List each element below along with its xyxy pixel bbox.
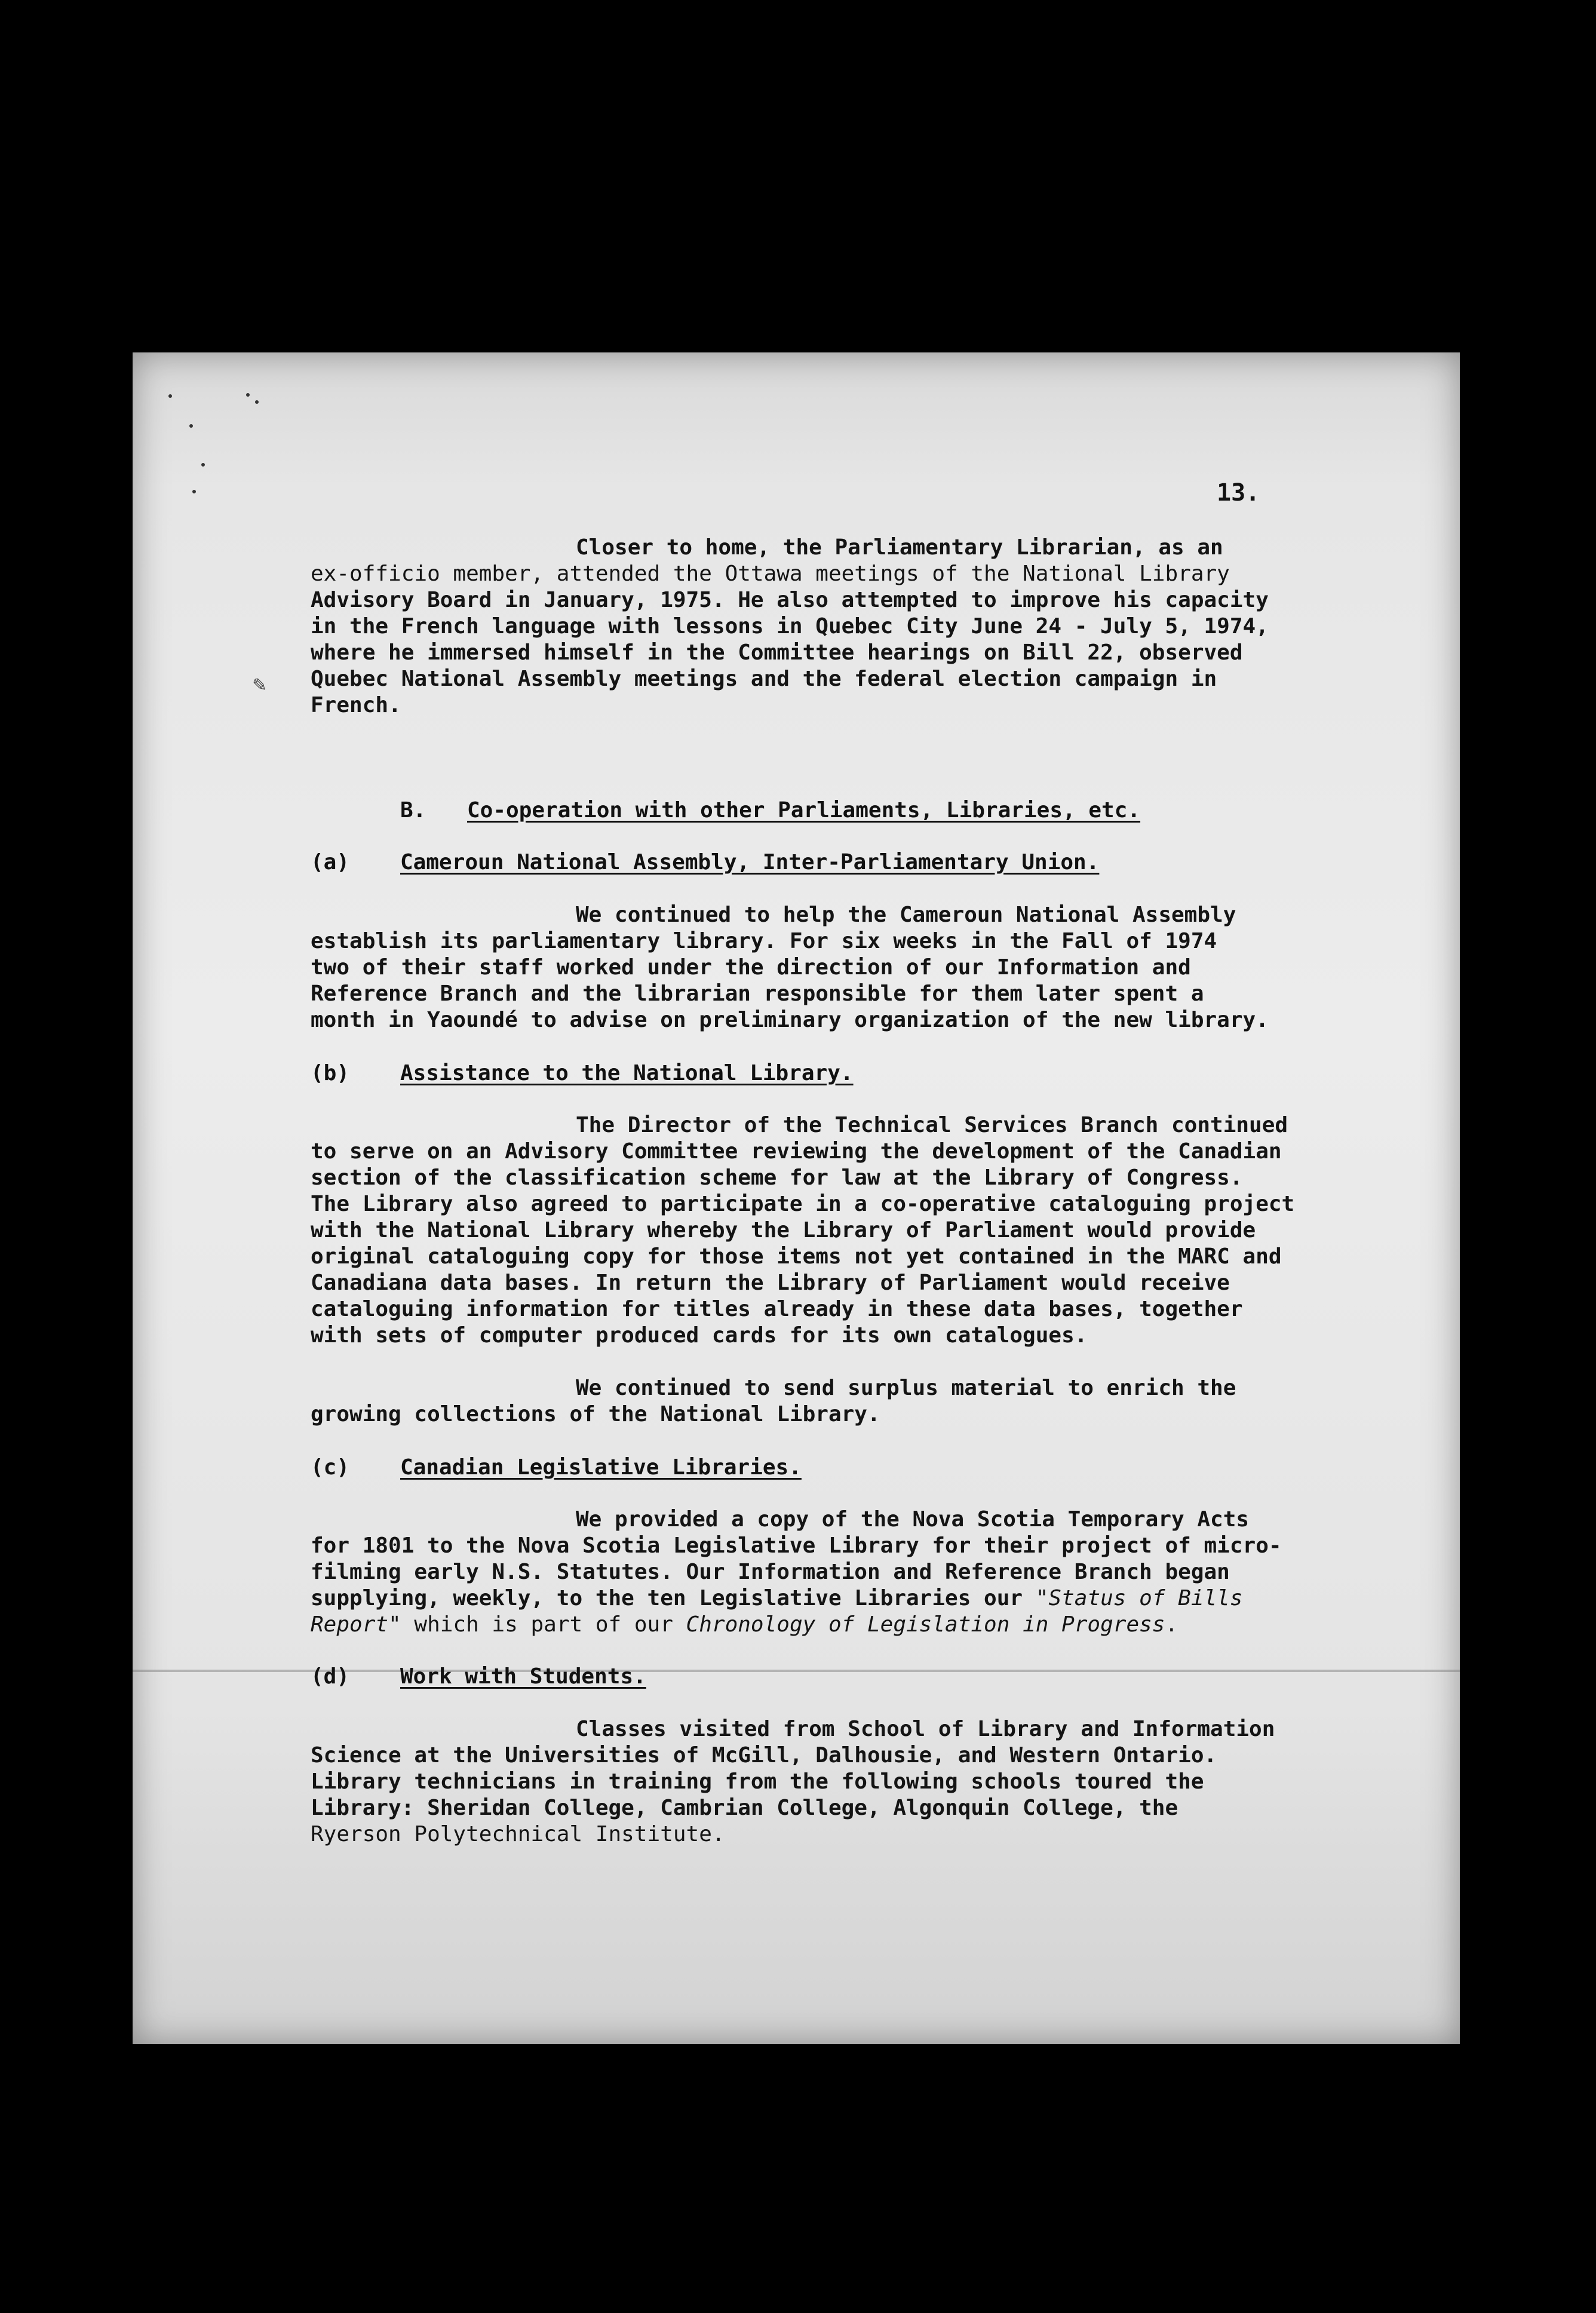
section-label: (d) [311,1664,350,1689]
text-line: for 1801 to the Nova Scotia Legislative Library for their project of micro- [311,1533,1282,1558]
speck [168,394,172,398]
section-label: (c) [311,1455,350,1480]
text-line: Advisory Board in January, 1975. He also attempted to improve his capacity [311,588,1269,612]
section-a-paragraph [311,902,1338,1033]
document-page [133,352,1460,2044]
report-title: "Status of Bills [1035,1586,1243,1610]
text-fragment: which is part of our [401,1612,686,1637]
section-label: B. [400,798,426,823]
text-line: The Library also agreed to participate in a co-operative cataloguing project [311,1192,1295,1216]
section-heading-a [311,849,1099,876]
section-b-paragraph-2 [311,1375,1338,1428]
text-line: We continued to send surplus material to enrich the [576,1376,1236,1400]
section-label: (b) [311,1061,350,1085]
text-line: filming early N.S. Statutes. Our Information and Reference Branch began [311,1560,1230,1584]
section-title: Co-operation with other Parliaments, Libraries, etc. [467,798,1141,823]
text-line: where he immersed himself in the Committee hearings on Bill 22, observed [311,640,1243,665]
text-line: Science at the Universities of McGill, Dalhousie, and Western Ontario. [311,1743,1217,1768]
section-heading-c [311,1455,802,1481]
speck [201,463,205,467]
section-title: Assistance to the National Library. [400,1061,854,1085]
text-line: Library technicians in training from the following schools toured the [311,1769,1204,1794]
text-line: in the French language with lessons in Quebec City June 24 - July 5, 1974, [311,614,1269,639]
text-line: month in Yaoundé to advise on preliminary organization of the new library. [311,1008,1269,1032]
text-line: with sets of computer produced cards for its own catalogues. [311,1323,1088,1348]
text-line: growing collections of the National Library. [311,1402,880,1427]
section-title: Work with Students. [400,1664,646,1689]
text-line: with the National Library whereby the Library of Parliament would provide [311,1218,1256,1243]
text-line: We continued to help the Cameroun National Assembly [576,903,1236,927]
text-line: Ryerson Polytechnical Institute. [311,1822,725,1846]
text-line: to serve on an Advisory Committee reviewing the development of the Canadian [311,1139,1282,1164]
text-line: Canadiana data bases. In return the Library of Parliament would receive [311,1271,1230,1295]
chronology-title: Chronology of Legislation in Progress [686,1612,1165,1637]
text-fragment: . [1165,1612,1178,1637]
speck [255,400,259,404]
section-heading-b [400,797,1140,824]
text-line: cataloguing information for titles already in these data bases, together [311,1297,1243,1321]
page-number: 13. [1217,479,1260,507]
text-line: Quebec National Assembly meetings and the federal election campaign in [311,667,1217,691]
speck [189,424,193,428]
text-line: two of their staff worked under the direction of our Information and [311,955,1191,980]
section-c-paragraph [311,1507,1338,1638]
section-title: Cameroun National Assembly, Inter-Parliamentary Union. [400,850,1100,875]
text-line: Classes visited from School of Library and Information [576,1717,1275,1741]
section-heading-d [311,1664,646,1690]
speck [246,393,250,397]
section-title: Canadian Legislative Libraries. [400,1455,802,1480]
speck [192,490,196,493]
text-line: The Director of the Technical Services Branch continued [576,1113,1288,1137]
text-line: supplying, weekly, to the ten Legislative Libraries our [311,1586,1023,1610]
text-line: ex-officio member, attended the Ottawa meetings of the National Library [311,562,1230,586]
section-b-paragraph-1 [311,1112,1338,1349]
section-heading-b2 [311,1060,854,1087]
section-d-paragraph [311,1716,1338,1848]
text-line: Library: Sheridan College, Cambrian College, Algonquin College, the [311,1796,1178,1820]
intro-paragraph [311,535,1338,719]
margin-mark: ✎ [252,675,268,696]
text-line: Reference Branch and the librarian responsible for them later spent a [311,981,1204,1006]
text-line: original cataloguing copy for those items not yet contained in the MARC and [311,1244,1282,1269]
section-label: (a) [311,850,350,875]
text-line: section of the classification scheme for law at the Library of Congress. [311,1165,1243,1190]
text-line: establish its parliamentary library. For six weeks in the Fall of 1974 [311,929,1217,953]
text-line: French. [311,693,401,717]
text-line: We provided a copy of the Nova Scotia Temporary Acts [576,1507,1250,1532]
text-line: Closer to home, the Parliamentary Librarian, as an [576,535,1223,560]
report-title: Report" [311,1612,401,1637]
